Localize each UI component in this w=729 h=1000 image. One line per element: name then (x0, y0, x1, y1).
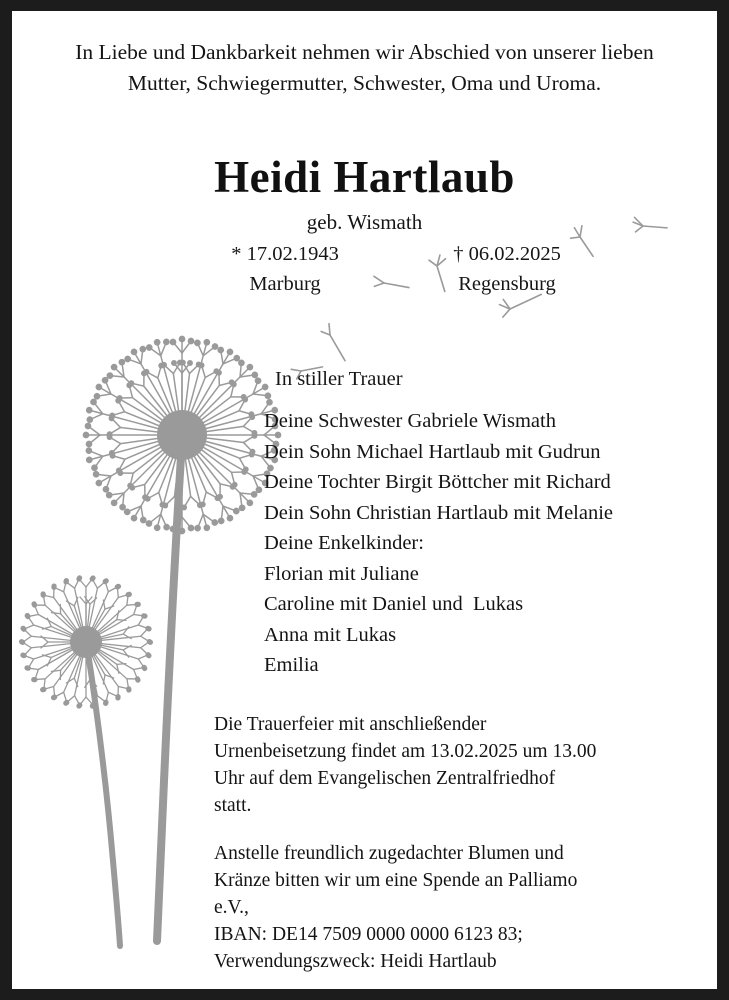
list-item: Deine Tochter Birgit Böttcher mit Richard (264, 471, 611, 493)
birth-date: 17.02.1943 (246, 243, 339, 265)
list-item: Dein Sohn Michael Hartlaub mit Gudrun (264, 440, 601, 463)
paragraph-line: statt. (214, 795, 252, 816)
death-place: Regensburg (458, 273, 556, 295)
mourning-heading: In stiller Trauer (275, 368, 403, 390)
death-date: 06.02.2025 (468, 243, 561, 265)
paragraph-line: Urnenbeisetzung findet am 13.02.2025 um 13.00 (214, 741, 597, 762)
funeral-details-paragraph (214, 711, 714, 819)
deceased-maiden-name: geb. Wismath (306, 210, 423, 234)
notice-content (12, 11, 717, 989)
intro-line: Mutter, Schwiegermutter, Schwester, Oma und Uroma. (127, 71, 602, 95)
death-symbol: † (453, 243, 464, 265)
paragraph-line: Uhr auf dem Evangelischen Zentralfriedhof (214, 768, 556, 789)
birth-line (190, 239, 380, 269)
notice-sheet (12, 11, 717, 989)
donation-paragraph (214, 840, 714, 975)
list-item: Anna mit Lukas (264, 623, 397, 646)
paragraph-line: Die Trauerfeier mit anschließender (214, 714, 487, 735)
list-item: Emilia (264, 654, 319, 676)
list-item: Caroline mit Daniel und Lukas (264, 593, 524, 615)
iban-line: IBAN: DE14 7509 0000 0000 6123 83; (214, 924, 523, 945)
paragraph-line: Kränze bitten wir um eine Spende an Palliamo (214, 870, 578, 891)
birth-place: Marburg (249, 273, 321, 295)
list-item: Dein Sohn Christian Hartlaub mit Melanie (264, 501, 614, 524)
paragraph-line: e.V., (214, 897, 249, 918)
list-item: Deine Schwester Gabriele Wismath (264, 410, 556, 432)
intro-text (12, 37, 717, 99)
paragraph-line: Anstelle freundlich zugedachter Blumen und (214, 843, 564, 864)
death-line (412, 239, 602, 269)
mourners-list (264, 406, 717, 681)
list-item: Deine Enkelkinder: (264, 532, 424, 554)
payment-reference-line: Verwendungszweck: Heidi Hartlaub (214, 951, 497, 972)
birth-symbol: * (231, 243, 242, 265)
intro-line: In Liebe und Dankbarkeit nehmen wir Abschied von unserer lieben (75, 40, 654, 64)
deceased-name: Heidi Hartlaub (214, 152, 515, 202)
list-item: Florian mit Juliane (264, 562, 419, 585)
